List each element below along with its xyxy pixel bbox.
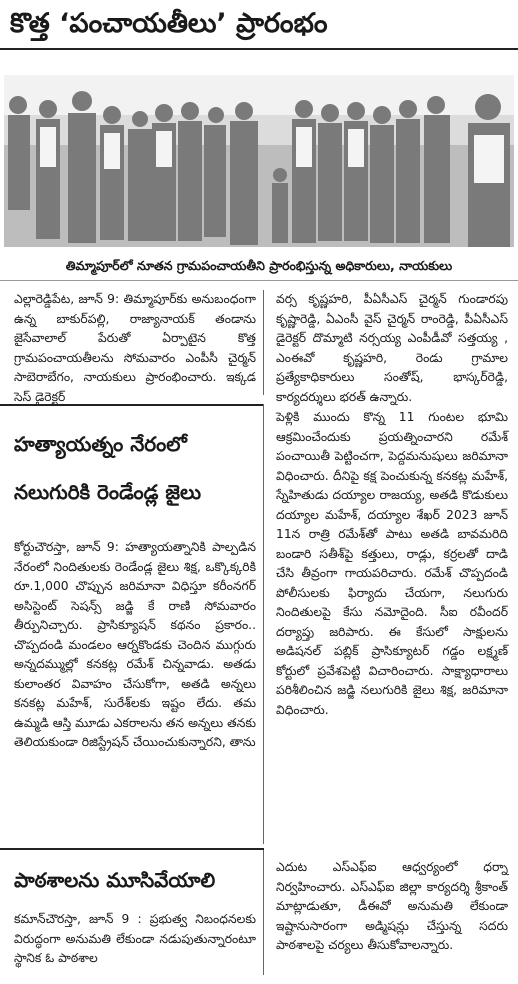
section-divider <box>0 404 264 406</box>
article-column-right: ఎదుట ఎస్ఎఫ్ఐ ఆధ్వర్యంలో ధర్నా నిర్వహించారు. ఎస్ఎఫ్ఐ జిల్లా కార్యదర్శి శ్రీకాంత్ మాట్లాడుతూ, డీఈవో అనుమతి లేకుండా ఇష్టానుసారంగా అడ్మిషన్లు చేస్తున్న సదరు పాఠశాలపై చర్యలు తీసుకోవాలన్నారు. <box>276 860 508 952</box>
column-divider <box>263 850 264 975</box>
article-column-left: కోర్టుచౌరస్తా, జూన్ 9: హత్యాయత్నానికి పాల్పడిన నేరంలో నిందితులకు రెండేండ్ల జైలు శిక్ష, ఒక్కొక్కరికి రూ.1,000 చొప్పున జరిమానా విధిస్తూ కరీంనగర్ అసిస్టెంట్ సెషన్స్ జడ్జి కే రాణి సోమవారం తీర్పునిచ్చారు. ప్రాసిక్యూషన్ కథనం ప్రకారం.. చొప్పదండి మండలం ఆర్నకొండకు చెందిన ముగ్గురు అన్నదమ్ముల్లో కనకట్ల రమేశ్ చిన్నవాడు. అతడు కులాంతర వివాహం చేసుకోగా, అతడి అన్నలు కనకట్ల మహేశ్, సురేశ్‌లకు ఇష్టం లేదు. తమ ఉమ్మడి ఆస్తి మూడు ఎకరాలను తన అన్నలు తనకు తెలియకుండా రిజిస్ట్రేషన్ చేయించుకున్నారని, తాను <box>14 540 256 749</box>
article-column-right: వర్స కృష్ణహరి, పీఏసీఎస్ చైర్మన్ గుండారపు కృష్ణారెడ్డి, ఏఎంసీ వైస్ చైర్మన్ రాంరెడ్డి, పీఏసీఎస్ డైరెక్టర్ దొమ్మాటి నర్సయ్య ఎంపీడీవో సత్తయ్య , ఎంఈవో కృష్ణహరి, రెండు గ్రామాల ప్రత్యేకాధికారులు సంతోష్, భాస్కర్‌రెడ్డి, కార్యదర్శులు భరత్ ఉన్నారు. <box>276 292 508 404</box>
article-headline-line-1: హత్యాయత్నం నేరంలో <box>14 432 187 456</box>
photo-caption: తిమ్మాపూర్‌లో నూతన గ్రామపంచాయతీని ప్రారంభిస్తున్న అధికారులు, నాయకులు <box>65 258 453 273</box>
article-headline: కొత్త ‘పంచాయతీలు’ ప్రారంభం <box>10 8 328 39</box>
article-headline-line-2: నలుగురికి రెండేండ్ల జైలు <box>14 480 202 504</box>
section-divider <box>0 848 264 850</box>
article-headline: పాఠశాలను మూసివేయాలి <box>14 868 216 892</box>
article-column-left: ఎల్లారెడ్డిపేట, జూన్ 9: తిమ్మాపూర్‌కు అనుబంధంగా ఉన్న బాకుర్‌పల్లి, రాజ్యానాయక్ తండాను జైసేవాలాల్ పేరుతో ఏర్పాటైన కొత్త గ్రామపంచాయతీలను సోమవారం ఎంపీసీ చైర్మన్ సాబెరాబేగం, నాయకులు ప్రారంభించారు. ఇక్కడ సెస్ డైరెక్టర్ <box>14 292 256 404</box>
headline-divider <box>0 48 518 50</box>
article-column-left: కమాన్‌చౌరస్తా, జూన్ 9 : ప్రభుత్వ నిబంధనలకు విరుద్ధంగా అనుమతి లేకుండా నడుపుతున్నారంటూ స్థానిక ఓ పాఠశాల <box>14 912 256 965</box>
article-column-right: పెళ్లికి ముందు కొన్న 11 గుంటల భూమి ఆక్రమించేందుకు ప్రయత్నించారని రమేశ్ పంచాయితీ పెట్టించగా, పెద్దమనుషులు జరిమానా విధించారు. దీనిపై కక్ష పెంచుకున్న కనకట్ల మహేశ్, స్నేహితుడు దయ్యాల రాజయ్య, అతడి కొడుకులు దయ్యాల మహేశ్, దయ్యాల శేఖర్ 2023 జూన్ 11న రాత్రి రమేశ్‌తో పాటు అతడి బావమరిది బండారి సతీశ్‌పై కత్తులు, రాడ్లు, కర్రలతో దాడి చేసి తీవ్రంగా గాయపరిచారు. రమేశ్ చొప్పదండి పోలీసులకు ఫిర్యాదు చేయగా, నలుగురు నిందితులపై కేసు నమోదైంది. సీఐ రవీందర్ దర్యాప్తు జరిపారు. ఈ కేసులో సాక్షులను అడిషనల్ పబ్లిక్ ప్రాసిక్యూటర్ గడ్డం లక్ష్మణ్ కోర్టులో ప్రవేశపెట్టి విచారించారు. సాక్ష్యాధారాలు పరిశీలించిన జడ్జి నలుగురికి జైలు శిక్ష, జరిమానా విధించారు. <box>276 410 508 717</box>
column-divider <box>263 290 264 395</box>
column-divider <box>263 404 264 844</box>
group-photo <box>4 75 514 247</box>
group-photo-image <box>4 75 514 247</box>
caption-divider <box>0 280 518 281</box>
